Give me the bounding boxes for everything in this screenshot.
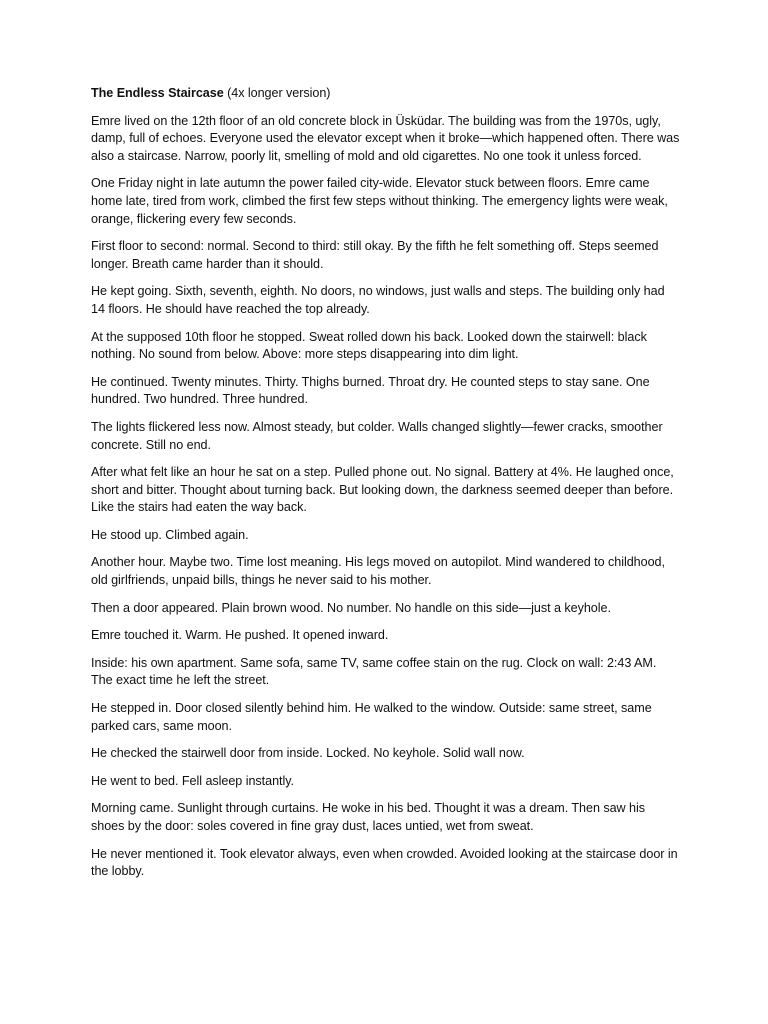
paragraph: One Friday night in late autumn the power failed city-wide. Elevator stuck between floors. Emre came home late, tired from work, climbed the first few steps without thinking. The emergency lights were weak, orange, flickering every few seconds. <box>91 176 668 226</box>
document-title <box>91 85 681 103</box>
title-text: The Endless Staircase <box>91 86 224 100</box>
paragraph: He went to bed. Fell asleep instantly. <box>91 773 294 788</box>
paragraph: First floor to second: normal. Second to third: still okay. By the fifth he felt something off. Steps seemed longer. Breath came harder than it should. <box>91 239 659 271</box>
paragraph: He never mentioned it. Took elevator always, even when crowded. Avoided looking at the staircase door in the lobby. <box>91 846 678 879</box>
paragraph: He stood up. Climbed again. <box>91 527 249 542</box>
paragraph: Then a door appeared. Plain brown wood. No number. No handle on this side—just a keyhole. <box>91 600 611 615</box>
paragraph: At the supposed 10th floor he stopped. Sweat rolled down his back. Looked down the stairwell: black nothing. No sound from below. Above: more steps disappearing into dim light. <box>91 329 647 362</box>
paragraph: He checked the stairwell door from inside. Locked. No keyhole. Solid wall now. <box>91 746 525 761</box>
paragraph: He continued. Twenty minutes. Thirty. Thighs burned. Throat dry. He counted steps to stay sane. One hundred. Two hundred. Three hundred. <box>91 374 650 407</box>
title-suffix: (4x longer version) <box>223 86 331 100</box>
paragraph: He stepped in. Door closed silently behind him. He walked to the window. Outside: same street, same parked cars, same moon. <box>91 701 652 733</box>
paragraph: Emre touched it. Warm. He pushed. It opened inward. <box>91 628 389 643</box>
paragraph: After what felt like an hour he sat on a step. Pulled phone out. No signal. Battery at 4%. He laughed once, short and bitter. Thought about turning back. But looking down, the darkness seemed deeper than before. Like the stairs had eaten the way back. <box>91 465 674 515</box>
paragraph: Inside: his own apartment. Same sofa, same TV, same coffee stain on the rug. Clock on wall: 2:43 AM. The exact time he left the street. <box>91 655 657 688</box>
paragraph: He kept going. Sixth, seventh, eighth. No doors, no windows, just walls and steps. The building only had 14 floors. He should have reached the top already. <box>91 284 665 316</box>
paragraph: The lights flickered less now. Almost steady, but colder. Walls changed slightly—fewer cracks, smoother concrete. Still no end. <box>91 419 663 452</box>
paragraph: Emre lived on the 12th floor of an old concrete block in Üsküdar. The building was from the 1970s, ugly, damp, full of echoes. Everyone used the elevator except when it broke—which happened often. There was also a staircase. Narrow, poorly lit, smelling of mold and old cigarettes. No one took it unless forced. <box>91 113 680 163</box>
paragraph: Another hour. Maybe two. Time lost meaning. His legs moved on autopilot. Mind wandered to childhood, old girlfriends, unpaid bills, things he never said to his mother. <box>91 555 665 588</box>
paragraph: Morning came. Sunlight through curtains. He woke in his bed. Thought it was a dream. Then saw his shoes by the door: soles covered in fine gray dust, laces untied, wet from sweat. <box>91 801 646 833</box>
document-page <box>91 85 681 891</box>
